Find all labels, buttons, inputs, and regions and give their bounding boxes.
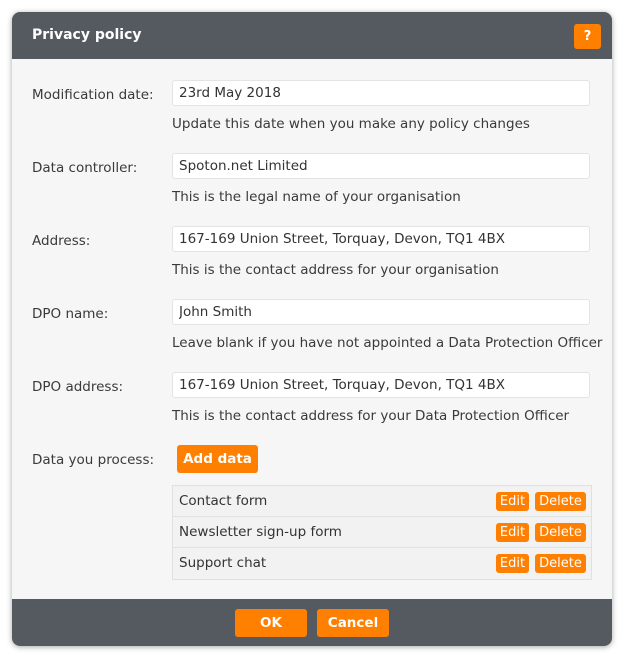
edit-button[interactable]: Edit (496, 554, 529, 573)
table-row (173, 486, 591, 517)
delete-button[interactable]: Delete (535, 492, 586, 511)
delete-button[interactable]: Delete (535, 523, 586, 542)
delete-button[interactable]: Delete (535, 554, 586, 573)
dpo-address-hint: This is the contact address for your Data Protection Officer (172, 408, 570, 424)
dpo-name-input[interactable] (172, 299, 590, 325)
modification-date-label: Modification date: (32, 87, 154, 103)
modification-date-hint: Update this date when you make any policy changes (172, 116, 530, 132)
data-controller-hint: This is the legal name of your organisation (172, 189, 461, 205)
data-controller-label: Data controller: (32, 160, 138, 176)
edit-button[interactable]: Edit (496, 492, 529, 511)
row-name: Contact form (179, 493, 268, 509)
cancel-button[interactable]: Cancel (317, 609, 389, 637)
privacy-policy-dialog (12, 12, 612, 646)
dialog-title: Privacy policy (32, 27, 142, 43)
data-process-label: Data you process: (32, 452, 155, 468)
data-process-table (172, 485, 592, 580)
address-label: Address: (32, 233, 91, 249)
table-row (173, 548, 591, 579)
dpo-name-hint: Leave blank if you have not appointed a Data Protection Officer (172, 335, 603, 351)
dpo-address-input[interactable] (172, 372, 590, 398)
row-name: Support chat (179, 555, 267, 571)
modification-date-input[interactable] (172, 80, 590, 106)
row-name: Newsletter sign-up form (179, 524, 342, 540)
help-button[interactable]: ? (574, 24, 601, 49)
edit-button[interactable]: Edit (496, 523, 529, 542)
address-hint: This is the contact address for your organisation (172, 262, 499, 278)
table-row (173, 517, 591, 548)
dialog-titlebar (12, 12, 612, 59)
data-controller-input[interactable] (172, 153, 590, 179)
address-input[interactable] (172, 226, 590, 252)
dialog-footer (12, 599, 612, 646)
dpo-address-label: DPO address: (32, 379, 124, 395)
ok-button[interactable]: OK (235, 609, 307, 637)
add-data-button[interactable]: Add data (177, 445, 258, 473)
dpo-name-label: DPO name: (32, 306, 109, 322)
